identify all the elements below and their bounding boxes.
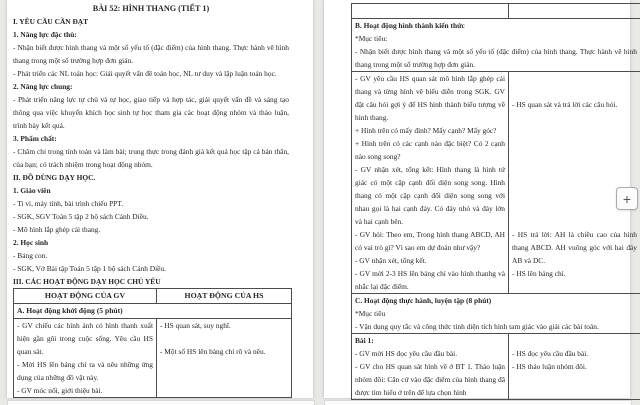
gv-paragraph: - GV yêu cầu HS quan sát mô hình lắp ghép cái thang và từng hình vẽ biểu diễn trong SGK. GV đặt câu hỏi gợi ý để HS hình thành biểu tượng về hình thang. [355,74,505,122]
heading-do-dung: II. ĐỒ DÙNG DẠY HỌC. [13,173,96,182]
heading-nang-luc-chung: 2. Năng lực chung: [13,82,73,91]
heading-hoat-dong: III. CÁC HOẠT ĐỘNG DẠY HỌC CHỦ YẾU [13,277,161,286]
list-item: - SGK, Vở Bài tập Toán 5 tập 1 bộ sách Cánh Diều. [13,264,166,273]
table-header-row [14,289,292,304]
gv-paragraph: - GV nhận xét, tổng kết. [355,256,427,265]
paragraph-nhan-biet: - Nhận biết được hình thang và một số yếu tố (đặc điểm) của hình thang. Thực hành vẽ hình thang trong một số trường hợp đơn giản. [13,43,289,65]
activity-table-page2 [351,3,640,400]
gv-paragraph: - GV mời 2-3 HS lên bảng chỉ vào hình thanhg và nhắc lại đặc điểm. [355,269,505,291]
next-page-top-right [324,400,632,405]
muc-tieu-text: - Vận dụng quy tắc và công thức tính diện tích hình tam giác vào giải các bài toán. [355,322,599,331]
next-page-top-left [7,400,315,405]
table-continuation-row [352,4,640,19]
section-c-row [352,294,640,334]
activity-table-page1 [13,288,292,398]
gv-paragraph: - GV móc nối, giới thiệu bài. [17,385,103,395]
zoom-in-button[interactable]: + [616,187,638,210]
gv-paragraph: - Mời HS lên bảng chỉ ra và nêu những ứng dụng của những đồ vật này. [17,359,153,382]
gv-paragraph: - GV hỏi: Theo em, Trong hình thang ABCD, AH có vai trò gì? Vì sao em dự đoán như vậy? [355,230,505,252]
gv-cell [352,334,509,400]
section-b-title: B. Hoạt động hình thành kiến thức [355,21,465,30]
section-b-cell [352,19,640,72]
section-a-row [14,304,292,319]
gv-cell [14,318,157,397]
hs-column-header: HOẠT ĐỘNG CỦA HS [157,289,292,304]
bai-1-label: Bài 1: [355,336,374,345]
table-row [352,72,640,294]
hs-cell [509,72,640,294]
hs-paragraph: - HS trả lời: AH là chiều cao của hình thang ABCD. AH vuông góc với hai đáy AB và DC. [512,230,637,265]
gv-paragraph: - GV chiếu các hình ảnh có hình thanh xuất hiện gần gũi trong cuộc sống. Yêu cầu HS quan sát. [17,320,153,356]
section-c-cell [352,294,640,334]
heading-pham-chat: 3. Phẩm chất: [13,134,57,143]
gv-column-header: HOẠT ĐỘNG CỦA GV [14,289,157,304]
section-b-row [352,19,640,72]
gv-paragraph: - GV nhận xét, tổng kết: Hình thang là hình tứ giác có một cặp cạnh đối diện song song. Hình thang có một cặp cạnh đối diện song song với nhau gọi là hai cạnh đáy. Có đáy nhỏ và đáy lớn và hai cạnh bên. [355,165,505,226]
hs-paragraph: - HS lên bảng chỉ. [512,269,566,278]
lesson-title: BÀI 52: HÌNH THANG (TIẾT 1) [92,4,210,13]
paragraph-pham-chat: - Chăm chỉ trong tính toán và làm bài; trung thực trong đánh giá kết quả học tập cả bản thân, của bạn; có trách nhiệm trong hoạt động nhóm. [13,147,289,169]
hs-cell [509,334,640,400]
gv-cell [352,4,509,19]
muc-tieu-label: *Mục tiêu: [355,34,388,43]
hs-paragraph: - HS quan sát và trả lời các câu hỏi. [512,100,618,109]
hs-paragraph: - Một số HS lên bảng chỉ rõ và nêu. [160,346,266,356]
page-1-content [13,2,289,398]
heading-yeu-cau: I. YÊU CẦU CẦN ĐẠT [13,17,89,26]
muc-tieu-text: - Nhận biết được hình thang và một số yếu tố (đặc điểm) của hình thang. Thực hành vẽ hình thang trong một số trường hợp đơn giản. [355,47,637,69]
paragraph-phat-trien-nl: - Phát triển các NL toán học: Giải quyết vấn đề toán học, NL tư duy và lập luận toán học. [13,69,277,78]
gv-paragraph: - GV mời HS đọc yêu cầu đầu bài. [355,349,458,358]
table-row [352,334,640,400]
section-a-title: A. Hoạt động khởi động (5 phút) [14,304,292,319]
gv-paragraph: + Hình trên có các cạnh nào đặc biệt? Có 2 cạnh nào song song? [355,139,505,161]
list-item: - Ti vi, máy tính, bài trình chiếu PPT. [13,199,124,208]
gv-cell [352,72,509,294]
table-row [14,318,292,397]
muc-tieu-label: *Mục tiêu [355,309,386,318]
list-item: - Mô hình lắp ghép cái thang. [13,225,101,234]
heading-hoc-sinh: 2. Học sinh [13,238,49,247]
section-c-title: C. Hoạt động thực hành, luyện tập (8 phút) [355,296,492,305]
hs-paragraph: - HS thảo luận nhóm đôi. [512,362,587,371]
heading-giao-vien: 1. Giáo viên [13,186,51,195]
page-1 [7,0,313,398]
hs-paragraph: - HS quan sát, suy nghĩ. [160,320,231,330]
list-item: - Bảng con. [13,251,48,260]
hs-paragraph: - HS đọc yêu cầu đầu bài. [512,349,589,358]
hs-cell [157,318,292,397]
heading-nang-luc-dac-thu: 1. Năng lực đặc thù: [13,30,77,39]
gv-paragraph: - GV cho HS quan sát hình vẽ ở BT 1. Thảo luận nhóm đôi: Căn cứ vào đặc điểm của hình thang đã được tìm hiểu ở trên để lựa chọn hình [355,362,505,397]
page-2-content [351,3,637,400]
list-item: - SGK, SGV Toán 5 tập 2 bộ sách Cánh Diều. [13,212,149,221]
page-2 [324,0,637,398]
hs-cell [509,4,640,19]
paragraph-nang-luc-chung: - Phát triển năng lực tự chủ và tự học, giao tiếp và hợp tác, giải quyết vấn đề và sáng tạo thông qua việc khuyến khích học sinh tự học tham gia các hoạt động nhóm và thảo luận, trình bày kết quả. [13,95,289,130]
gv-paragraph: + Hình trên có mấy đỉnh? Mấy cạnh? Mấy góc? [355,126,497,135]
